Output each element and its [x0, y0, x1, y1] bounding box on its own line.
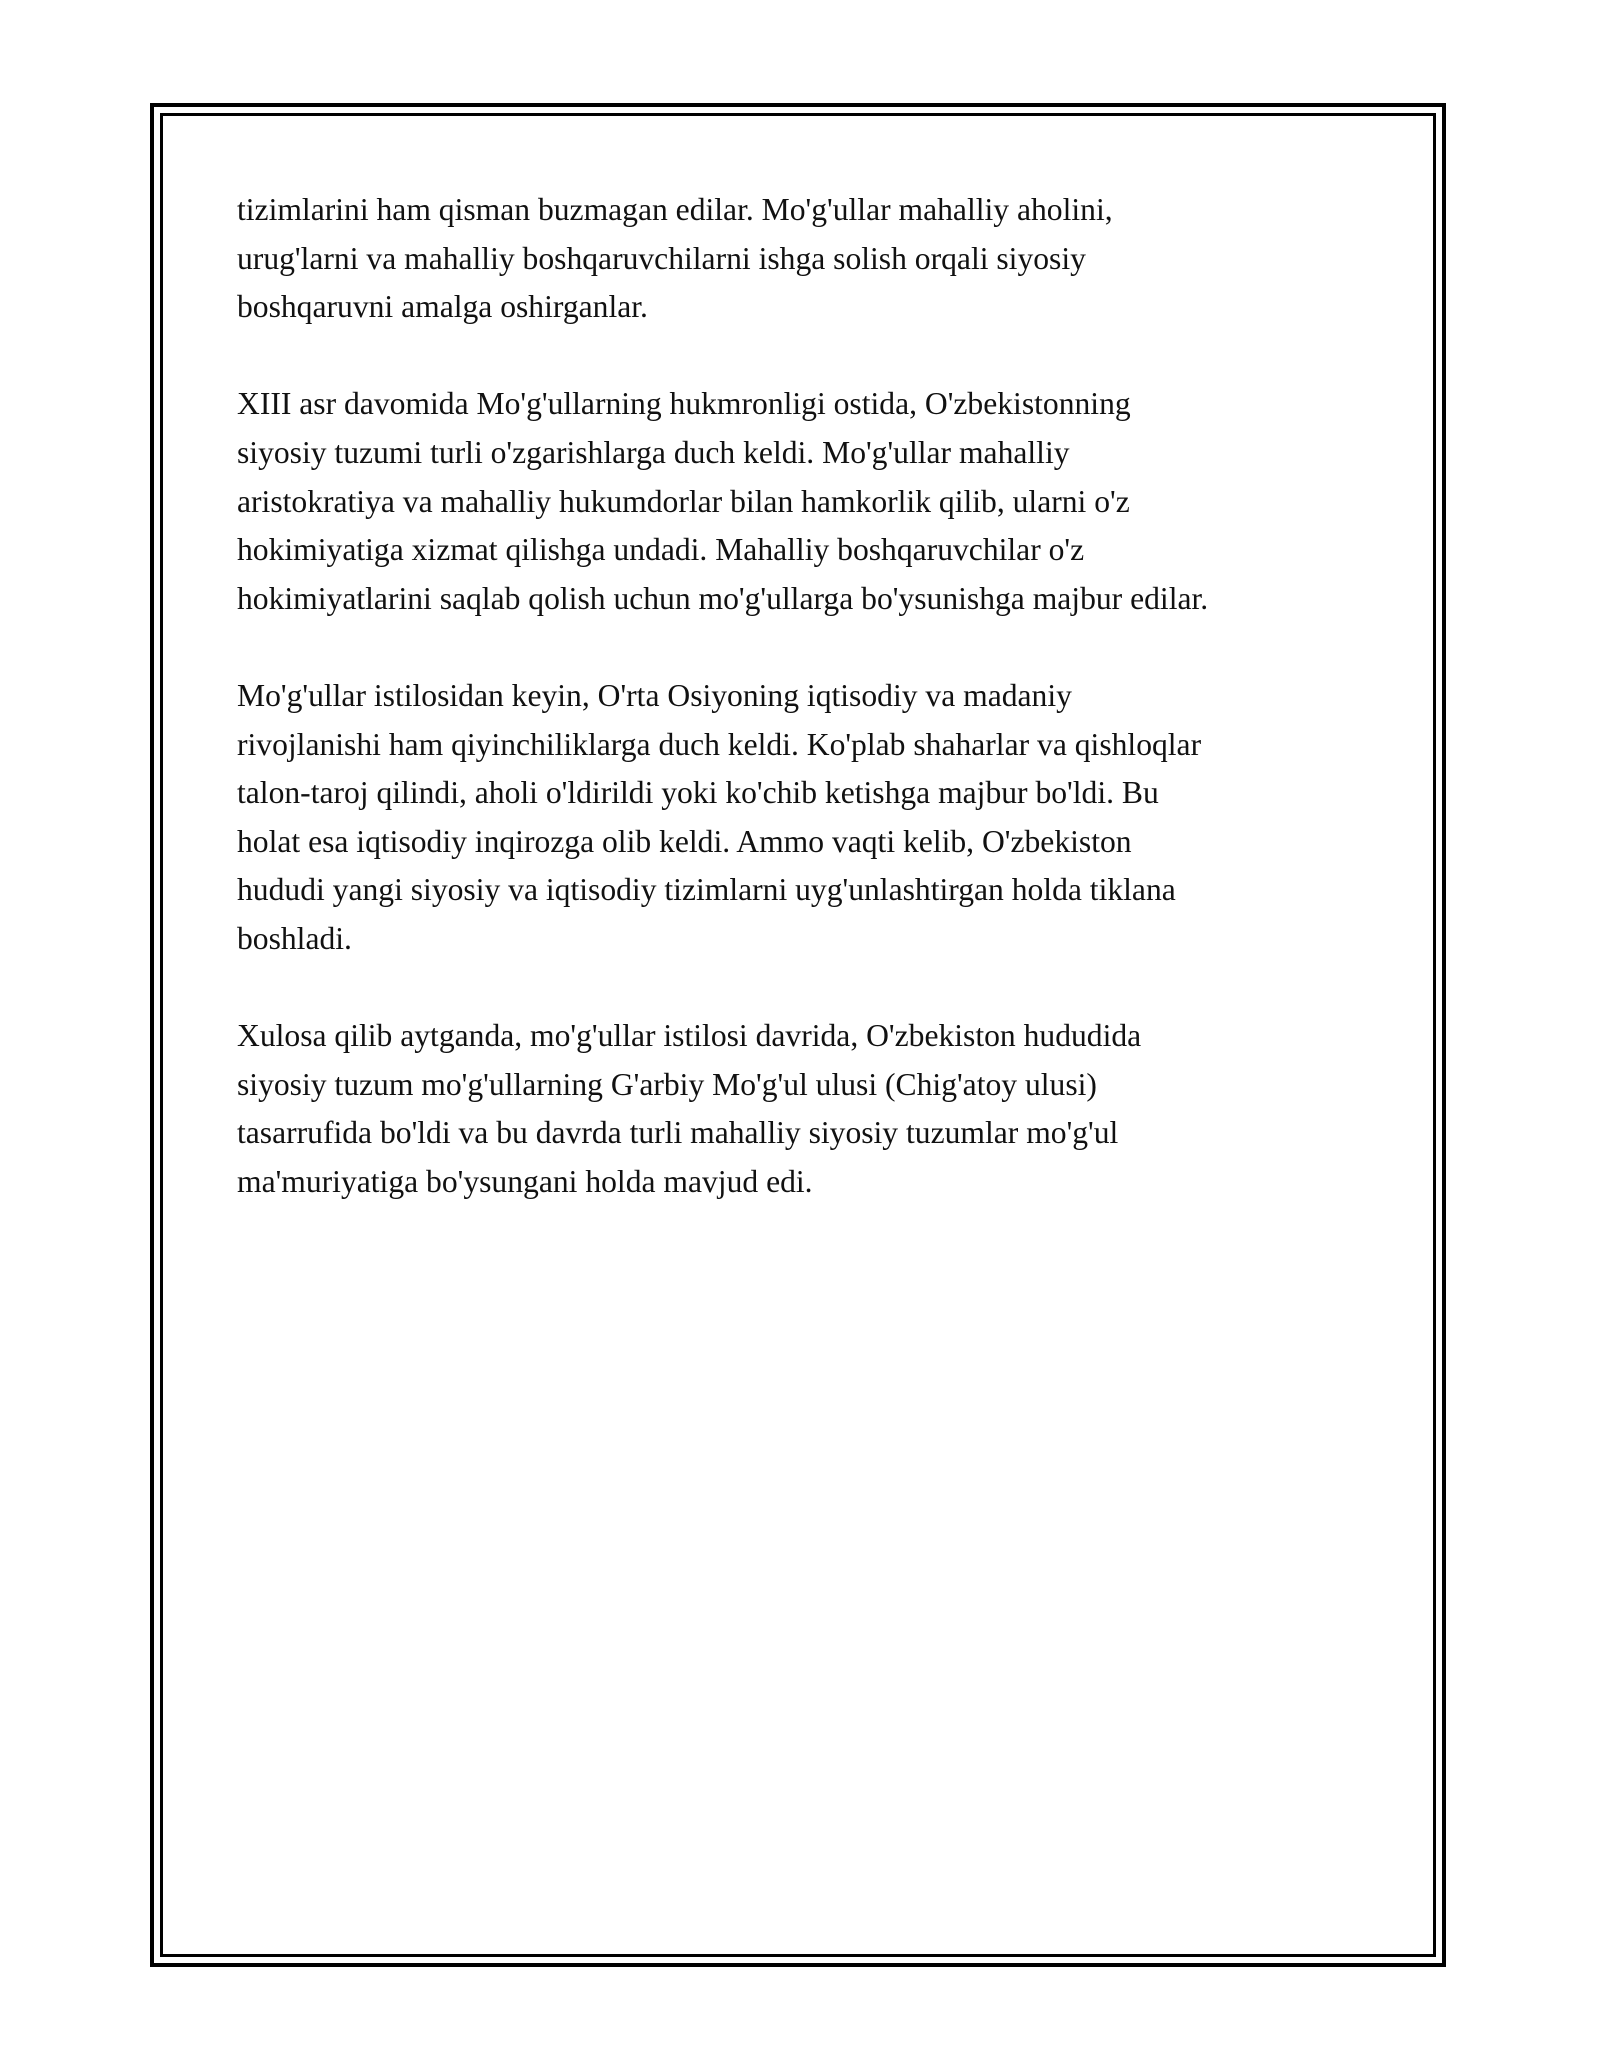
paragraph-2: [237, 380, 1387, 623]
text-line: Mo'g'ullar istilosidan keyin, O'rta Osiyoning iqtisodiy va madaniy: [237, 677, 1072, 713]
paragraph-1: [237, 186, 1387, 332]
text-line: urug'larni va mahalliy boshqaruvchilarni ishga solish orqali siyosiy: [237, 240, 1086, 276]
text-line: hokimiyatiga xizmat qilishga undadi. Mahalliy boshqaruvchilar o'z: [237, 532, 1085, 568]
paragraph-4: [237, 1012, 1387, 1206]
paragraph-3: [237, 672, 1387, 964]
text-line: hududi yangi siyosiy va iqtisodiy tizimlarni uyg'unlashtirgan holda tiklana: [237, 872, 1176, 908]
text-line: Xulosa qilib aytganda, mo'g'ullar istilosi davrida, O'zbekiston hududida: [237, 1018, 1142, 1054]
text-line: boshladi.: [237, 920, 352, 956]
text-line: rivojlanishi ham qiyinchiliklarga duch keldi. Ko'plab shaharlar va qishloqlar: [237, 726, 1202, 762]
text-line: tasarrufida bo'ldi va bu davrda turli mahalliy siyosiy tuzumlar mo'g'ul: [237, 1115, 1119, 1151]
text-line: talon-taroj qilindi, aholi o'ldirildi yoki ko'chib ketishga majbur bo'ldi. Bu: [237, 775, 1159, 811]
text-line: hokimiyatlarini saqlab qolish uchun mo'g'ullarga bo'ysunishga majbur edilar.: [237, 580, 1209, 616]
text-line: tizimlarini ham qisman buzmagan edilar. Mo'g'ullar mahalliy aholini,: [237, 192, 1113, 227]
text-line: siyosiy tuzum mo'g'ullarning G'arbiy Mo'g'ul ulusi (Chig'atoy ulusi): [237, 1066, 1097, 1102]
text-line: aristokratiya va mahalliy hukumdorlar bilan hamkorlik qilib, ularni o'z: [237, 483, 1130, 519]
text-line: XIII asr davomida Mo'g'ullarning hukmronligi ostida, O'zbekistonning: [237, 386, 1131, 422]
text-line: siyosiy tuzumi turli o'zgarishlarga duch keldi. Mo'g'ullar mahalliy: [237, 434, 1070, 470]
text-line: ma'muriyatiga bo'ysungani holda mavjud edi.: [237, 1163, 813, 1199]
text-line: boshqaruvni amalga oshirganlar.: [237, 289, 648, 325]
text-line: holat esa iqtisodiy inqirozga olib keldi. Ammo vaqti kelib, O'zbekiston: [237, 823, 1132, 859]
document-body: [237, 186, 1387, 1255]
